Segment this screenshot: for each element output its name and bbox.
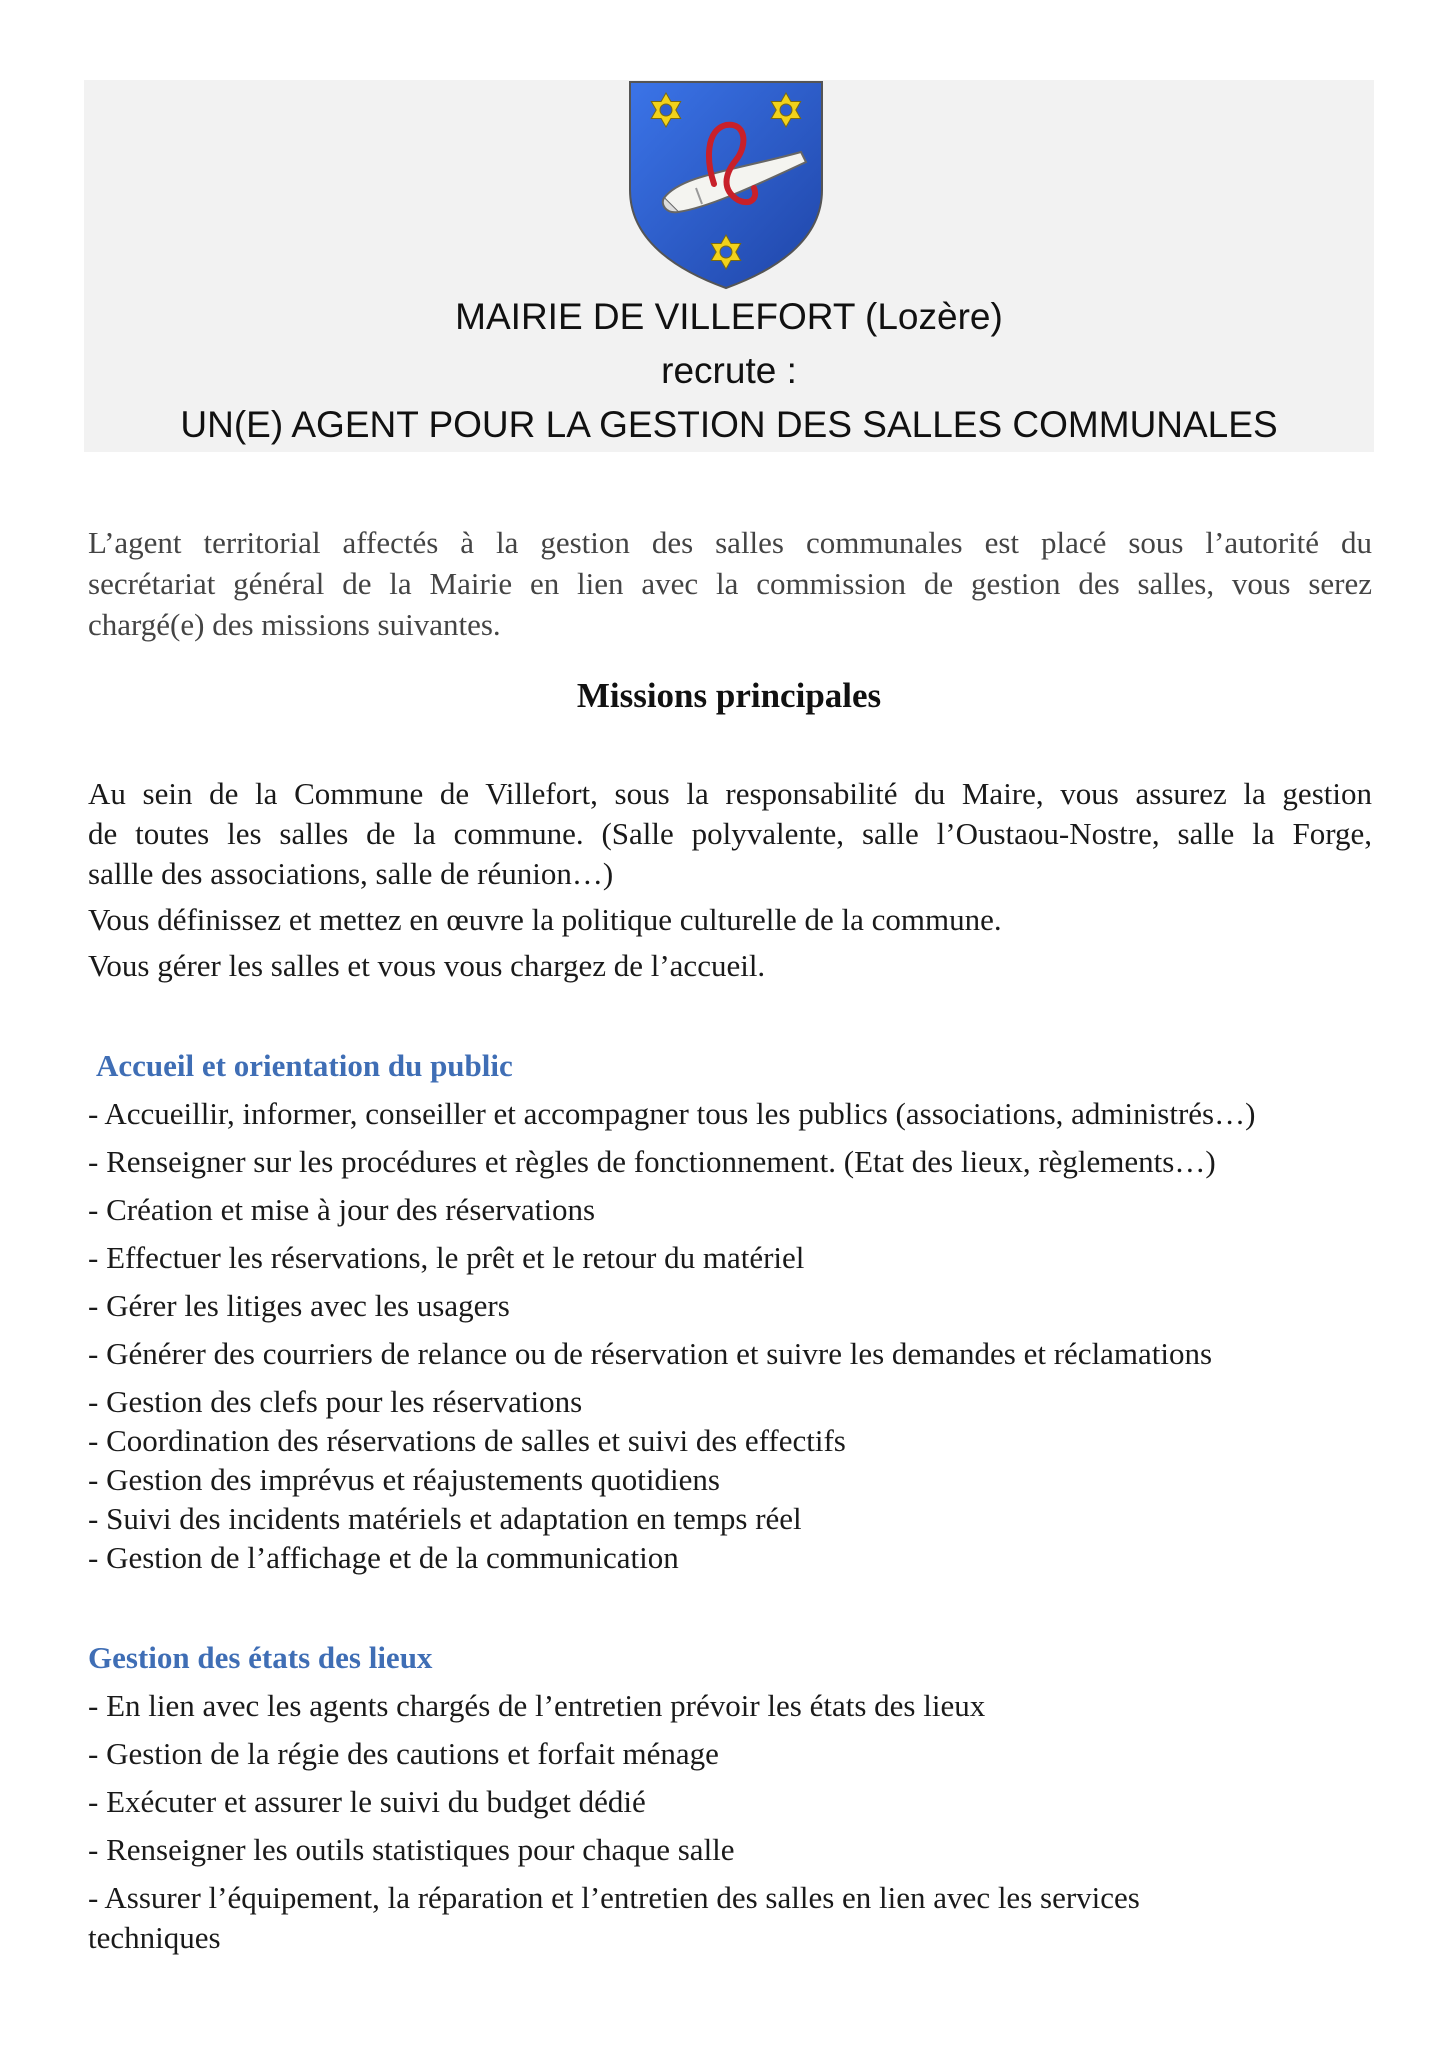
missions-line: Vous définissez et mettez en œuvre la politique culturelle de la commune. bbox=[88, 902, 1002, 937]
list-item: - Création et mise à jour des réservations bbox=[88, 1192, 596, 1227]
missions-line: Vous gérer les salles et vous vous chargez de l’accueil. bbox=[88, 948, 766, 983]
etats-heading: Gestion des états des lieux bbox=[88, 1640, 433, 1675]
intro-line: secrétariat général de la Mairie en lien avec la commission de gestion des salles, vous serez bbox=[88, 566, 1372, 601]
list-item: - Gestion de l’affichage et de la communication bbox=[88, 1540, 679, 1575]
intro-line: chargé(e) des missions suivantes. bbox=[88, 607, 501, 642]
header-banner bbox=[84, 80, 1374, 452]
list-item: - Gestion des clefs pour les réservations bbox=[88, 1384, 583, 1419]
villefort-crest bbox=[626, 80, 826, 290]
list-item: - Gestion de la régie des cautions et forfait ménage bbox=[88, 1736, 719, 1771]
missions-title: Missions principales bbox=[576, 676, 882, 715]
list-item: - Générer des courriers de relance ou de réservation et suivre les demandes et réclamations bbox=[88, 1336, 1213, 1371]
list-item: - Assurer l’équipement, la réparation et l’entretien des salles en lien avec les services bbox=[88, 1880, 1140, 1915]
recrute-label: recrute : bbox=[661, 350, 797, 391]
list-item: - Effectuer les réservations, le prêt et le retour du matériel bbox=[88, 1240, 805, 1275]
list-item: - Gérer les litiges avec les usagers bbox=[88, 1288, 510, 1323]
list-item: - Gestion des imprévus et réajustements quotidiens bbox=[88, 1462, 720, 1497]
list-item: - Coordination des réservations de salles et suivi des effectifs bbox=[88, 1423, 846, 1458]
intro-line: L’agent territorial affectés à la gestion des salles communales est placé sous l’autorité du bbox=[88, 525, 1372, 560]
list-item: techniques bbox=[88, 1920, 221, 1955]
accueil-heading: Accueil et orientation du public bbox=[96, 1048, 513, 1083]
mairie-title: MAIRIE DE VILLEFORT (Lozère) bbox=[455, 296, 1003, 337]
list-item: - Exécuter et assurer le suivi du budget dédié bbox=[88, 1784, 646, 1819]
list-item: - Suivi des incidents matériels et adaptation en temps réel bbox=[88, 1501, 802, 1536]
missions-line: sallle des associations, salle de réunion…) bbox=[88, 856, 614, 891]
job-title: UN(E) AGENT POUR LA GESTION DES SALLES COMMUNALES bbox=[180, 404, 1278, 445]
intro-paragraph bbox=[88, 522, 1372, 645]
list-item: - Renseigner sur les procédures et règles de fonctionnement. (Etat des lieux, règlements…) bbox=[88, 1144, 1216, 1179]
missions-line: de toutes les salles de la commune. (Salle polyvalente, salle l’Oustaou-Nostre, salle la Forge, bbox=[88, 816, 1372, 851]
list-item: - Accueillir, informer, conseiller et accompagner tous les publics (associations, administrés…) bbox=[88, 1096, 1256, 1131]
list-item: - Renseigner les outils statistiques pour chaque salle bbox=[88, 1832, 735, 1867]
list-item: - En lien avec les agents chargés de l’entretien prévoir les états des lieux bbox=[88, 1688, 986, 1723]
missions-line: Au sein de la Commune de Villefort, sous la responsabilité du Maire, vous assurez la gestion bbox=[88, 776, 1372, 811]
